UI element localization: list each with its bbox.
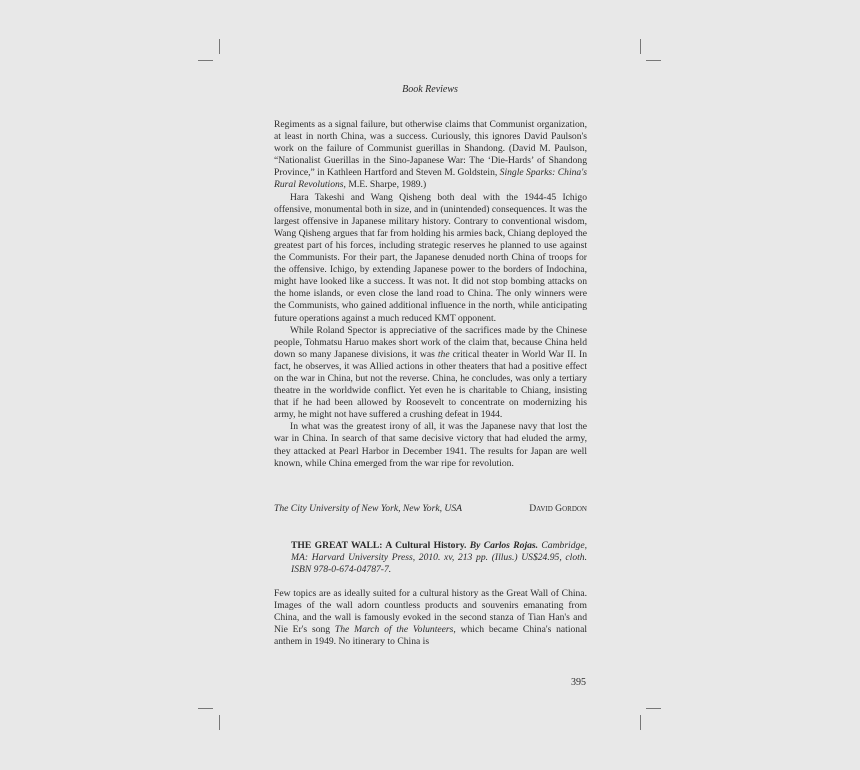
crop-mark xyxy=(646,708,661,709)
text: Few topics are as ideally suited for a cultural history as the Great Wall of China. Images of the wall adorn countless products and souvenirs emanating from China, and the wall is famously evoked in the second stanza of Tian Han's and Nie Er's song xyxy=(274,588,587,636)
crop-mark xyxy=(219,715,220,730)
text: critical theater in World War II. In fact, he observes, it was Allied actions in other theaters that had a positive effect on the war in China, but not the reverse. China, he concludes, was only a tertiary theatre in the worldwide conflict. Yet even he is charitable to Chiang, insisting that if he had been allowed by Roosevelt to concentrate on modernizing his army, he might not have suffered a crushing defeat in 1944. xyxy=(274,348,587,421)
publication-details: Cambridge, MA: Harvard University Press, 2010. xv, 213 pp. (Illus.) US$24.95, cloth. ISBN 978-0-674-04787-7. xyxy=(291,540,587,576)
crop-mark xyxy=(198,708,213,709)
crop-mark xyxy=(646,60,661,61)
paragraph: In what was the greatest irony of all, it was the Japanese navy that lost the war in China. In search of that same decisive victory that had eluded the army, they attacked at Pearl Harbor in December 1941. The results for Japan are well known, while China emerged from the war ripe for revolution. xyxy=(274,421,587,469)
crop-mark xyxy=(219,39,220,54)
reviewer-affiliation: The City University of New York, New York, USA xyxy=(274,503,462,514)
running-header: Book Reviews xyxy=(402,84,458,95)
song-title: The March of the Volunteers xyxy=(334,624,454,636)
crop-mark xyxy=(198,60,213,61)
book-title: Single Sparks: China's Rural Revolutions xyxy=(274,167,587,191)
review-text xyxy=(274,119,587,470)
crop-mark xyxy=(640,39,641,54)
review-heading xyxy=(291,540,587,576)
text: , which became China's national anthem in 1949. No itinerary to China is xyxy=(274,624,587,648)
paragraph: Hara Takeshi and Wang Qisheng both deal with the 1944-45 Ichigo offensive, monumental both in size, and in (unintended) consequences. It was the largest offensive in Japanese military history. Contrary to conventional wisdom, Wang Qisheng argues that far from holding his armies back, Chiang deployed the greatest part of his forces, including strategic reserves he planned to use against the Communists. For their part, the Japanese denuded north China of troops for the offensive. Ichigo, by extending Japanese power to the borders of Indochina, might have looked like a success. It was not. It did not stop bombing attacks on the home islands, or even close the land road to China. The only winners were the Communists, who gained additional influence in the north, while anticipating future operations against a much reduced KMT opponent. xyxy=(274,191,587,324)
page-number: 395 xyxy=(571,677,586,688)
text: , M.E. Sharpe, 1989.) xyxy=(343,179,427,191)
emphasis: the xyxy=(437,348,450,360)
paragraph xyxy=(274,119,587,192)
book-title: THE GREAT WALL: A Cultural History. xyxy=(291,540,467,551)
paragraph xyxy=(274,325,587,422)
crop-mark xyxy=(640,715,641,730)
paragraph xyxy=(274,588,587,648)
reviewer-name: David Gordon xyxy=(529,503,587,514)
text: Regiments as a signal failure, but otherwise claims that Communist organization, at least in north China, was a success. Curiously, this ignores David Paulson's work on the failure of Communist guerillas in Shandong. (David M. Paulson, “Nationalist Guerillas in the Sino-Japanese War: The ‘Die-Hards’ of Shandong Province,” in Kathleen Hartford and Steven M. Goldstein, xyxy=(274,119,587,179)
review-body xyxy=(274,588,587,648)
text: While Roland Spector is appreciative of the sacrifices made by the Chinese people, Tohmatsu Haruo makes short work of the claim that, because China held down so many Japanese divisions, it was xyxy=(274,324,587,360)
review-signature xyxy=(274,503,587,514)
book-author: By Carlos Rojas. xyxy=(469,540,539,551)
